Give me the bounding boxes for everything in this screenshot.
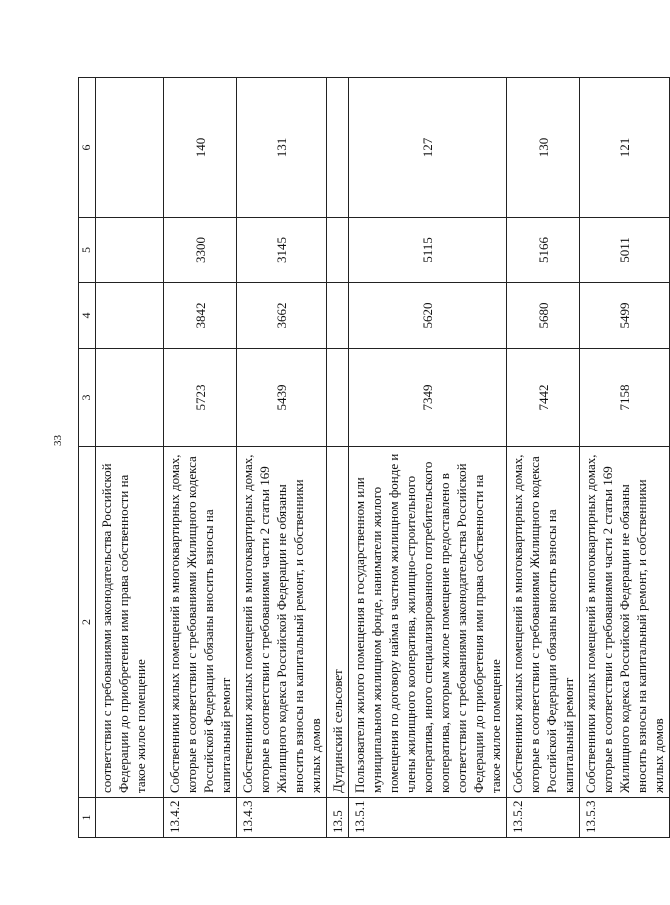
row-value-col4: [327, 283, 349, 349]
row-value-col6: 130: [507, 78, 580, 218]
row-value-col5: 5011: [580, 218, 670, 283]
row-value-col6: 127: [349, 78, 507, 218]
row-value-col3: 7442: [507, 349, 580, 447]
row-value-col4: 5620: [349, 283, 507, 349]
table-row: [327, 78, 349, 838]
row-value-col4: [96, 283, 164, 349]
row-number: 13.5: [327, 798, 349, 838]
table-row: [349, 78, 507, 838]
row-value-col6: 121: [580, 78, 670, 218]
row-number: 13.5.3: [580, 798, 670, 838]
table-row: [96, 78, 164, 838]
row-value-col5: 5166: [507, 218, 580, 283]
row-value-col6: [327, 78, 349, 218]
row-value-col4: 3842: [164, 283, 237, 349]
row-description: Собственники жилых помещений в многоквартирных домах, которые в соответствии с требованиями Жилищного кодекса Российской Федерации обязаны вносить взносы на капитальный ремонт: [164, 447, 237, 798]
header-cell: 2: [79, 447, 96, 798]
row-value-col6: 140: [164, 78, 237, 218]
row-description: Собственники жилых помещений в многоквартирных домах, которые в соответствии с требованиями части 2 статьи 169 Жилищного кодекса Российской Федерации не обязаны вносить взносы на капитальный ремонт, и собственники жилых домов: [580, 447, 670, 798]
row-value-col5: 5115: [349, 218, 507, 283]
row-value-col3: 5439: [237, 349, 327, 447]
page-number: 33: [52, 435, 64, 446]
row-value-col4: 5680: [507, 283, 580, 349]
table-row: [237, 78, 327, 838]
header-cell: 5: [79, 218, 96, 283]
table-header-row: [79, 78, 96, 838]
row-number: 13.5.2: [507, 798, 580, 838]
row-value-col3: [96, 349, 164, 447]
header-cell: 6: [79, 78, 96, 218]
row-description: Дугдинский сельсовет: [327, 447, 349, 798]
row-value-col5: 3300: [164, 218, 237, 283]
header-cell: 3: [79, 349, 96, 447]
row-description: Собственники жилых помещений в многоквартирных домах, которые в соответствии с требованиями части 2 статьи 169 Жилищного кодекса Российской Федерации не обязаны вносить взносы на капитальный ремонт, и собственники жилых домов: [237, 447, 327, 798]
row-value-col5: 3145: [237, 218, 327, 283]
table-row: [507, 78, 580, 838]
data-table: [78, 77, 670, 838]
row-value-col3: 7158: [580, 349, 670, 447]
row-value-col3: 7349: [349, 349, 507, 447]
row-number: 13.4.2: [164, 798, 237, 838]
header-cell: 4: [79, 283, 96, 349]
row-value-col5: [327, 218, 349, 283]
table-row: [580, 78, 670, 838]
table-row: [164, 78, 237, 838]
row-value-col6: [96, 78, 164, 218]
header-cell: 1: [79, 798, 96, 838]
row-value-col3: [327, 349, 349, 447]
row-value-col3: 5723: [164, 349, 237, 447]
row-value-col6: 131: [237, 78, 327, 218]
row-value-col4: 3662: [237, 283, 327, 349]
row-description: соответствии с требованиями законодательства Российской Федерации до приобретения ими права собственности на такое жилое помещение: [96, 447, 164, 798]
row-description: Собственники жилых помещений в многоквартирных домах, которые в соответствии с требованиями Жилищного кодекса Российской Федерации обязаны вносить взносы на капитальный ремонт: [507, 447, 580, 798]
rotated-table-container: [78, 78, 666, 838]
row-number: [96, 798, 164, 838]
row-description: Пользователи жилого помещения в государственном или муниципальном жилищном фонде, наниматели жилого помещения по договору найма в частном жилищном фонде и члены жилищного кооператива, жилищно-строительного кооператива, иного специализированного потребительского кооператива, которым жилое помещение предоставлено в соответствии с требованиями законодательства Российской Федерации до приобретения ими права собственности на такое жилое помещение: [349, 447, 507, 798]
row-value-col4: 5499: [580, 283, 670, 349]
row-number: 13.5.1: [349, 798, 507, 838]
row-value-col5: [96, 218, 164, 283]
row-number: 13.4.3: [237, 798, 327, 838]
